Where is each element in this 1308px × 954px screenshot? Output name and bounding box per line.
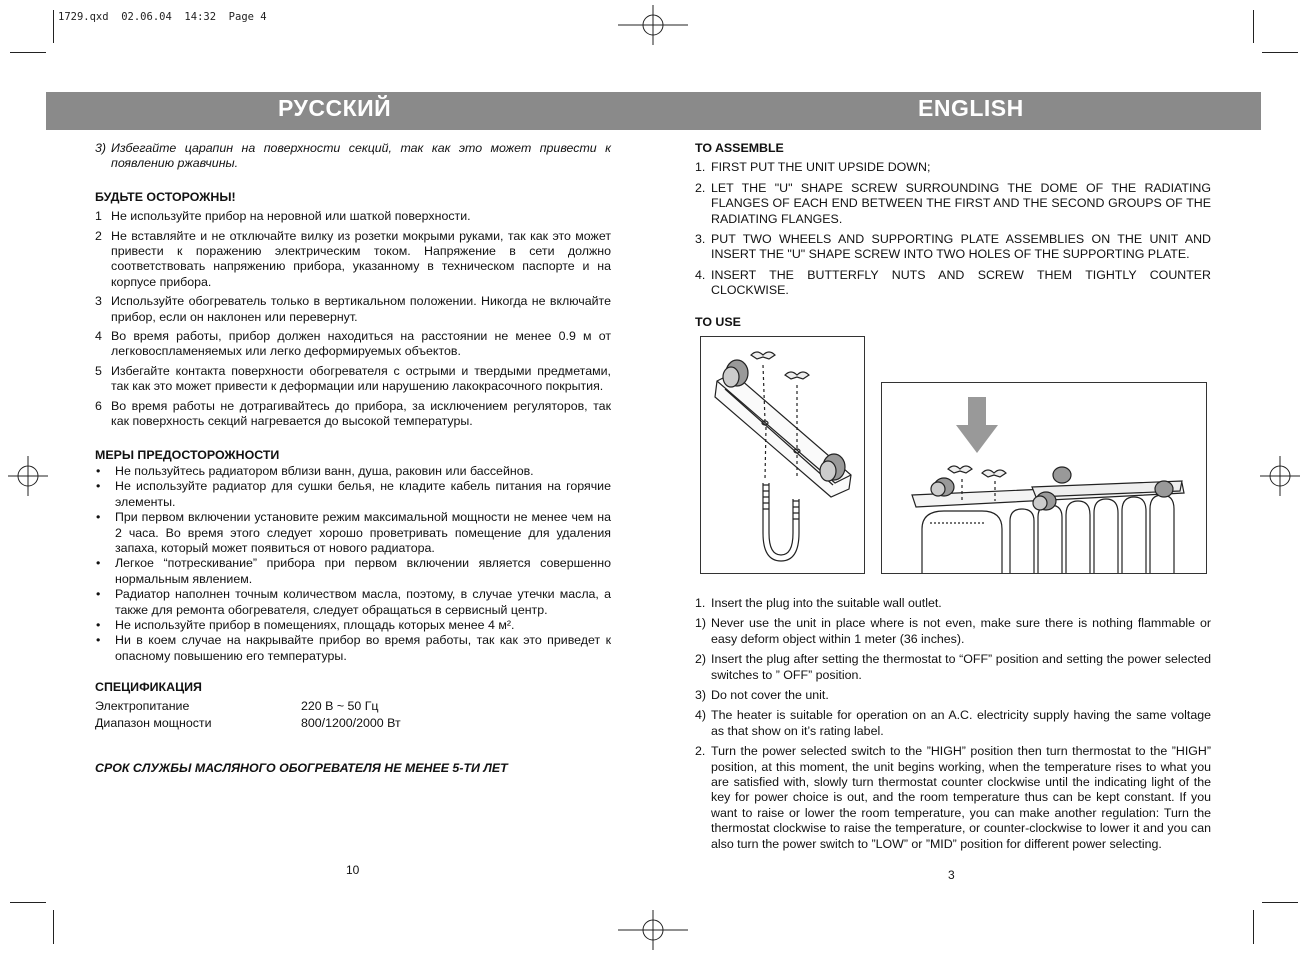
item-text: Избегайте контакта поверхности обогревателя с острыми и твердыми предметами, так как это может привести к деформации или нарушению лакокрасочного покрытия. [111,363,611,394]
item-number: 1) [695,616,707,631]
page-number-right: 3 [948,868,955,882]
item-number: 2 [95,228,102,243]
item-number: 4 [95,329,102,344]
item-number: 1. [695,596,706,610]
spec-heading: СПЕЦИФИКАЦИЯ [95,680,202,695]
use-item [695,744,1211,852]
precaution-item [95,479,611,510]
item-text: The heater is suitable for operation on an A.C. electricity supply having the same voltage as that show on it’s rating label. [711,708,1211,738]
item-text: Не используйте прибор на неровной или шаткой поверхности. [111,209,471,224]
precaution-item [95,587,611,618]
item-number: 1. [695,160,706,175]
item-text: Радиатор наполнен точным количеством масла, поэтому, в случае утечки масла, а также для ремонта обогревателя, следует обращаться в сервисный центр. [115,587,611,617]
spec-label: Диапазон мощности [95,715,212,730]
use-item [695,688,1211,703]
spec-label: Электропитание [95,698,190,713]
item-text: Insert the plug into the suitable wall outlet. [711,596,942,610]
caution-item [95,294,611,325]
use-item [695,596,1211,611]
assemble-heading: TO ASSEMBLE [695,141,784,155]
bullet-icon: • [96,617,101,632]
english-title: ENGLISH [918,95,1024,121]
file-slug: 1729.qxd 02.06.04 14:32 Page 4 [58,11,267,23]
item-text: Не пользуйтесь радиатором вблизи ванн, душа, раковин или бассейнов. [115,463,534,478]
precaution-item [95,556,611,587]
intro-item: 3) Избегайте царапин на поверхности секций, так как это может привести к появлению ржавчины. [95,141,611,171]
precaution-item [95,618,611,633]
spec-value: 220 В ~ 50 Гц [301,698,379,713]
item-text: LET THE "U" SHAPE SCREW SURROUNDING THE DOME OF THE RADIATING FLANGES OF EACH END BETWEEN THE FIRST AND THE SECOND GROUPS OF THE RADIATING FLANGES. [711,180,1211,226]
figure-plate-assembly [700,336,865,574]
item-text: Во время работы, прибор должен находиться на расстоянии не менее 0.9 м от легковоспламеняемых или легко деформируемых объектов. [111,329,611,359]
russian-column [95,141,611,776]
assemble-item [695,160,1211,175]
item-text: Во время работы не дотрагивайтесь до прибора, за исключением регуляторов, так как поверхность секций нагревается до высокой температуры. [111,398,611,429]
spec-value: 800/1200/2000 Вт [301,715,401,730]
item-number: 2. [695,180,706,195]
caution-item [95,329,611,360]
caution-heading: БУДЬТЕ ОСТОРОЖНЫ! [95,189,236,204]
use-list [695,596,1211,852]
item-number: 2) [695,652,707,667]
item-text: INSERT THE BUTTERFLY NUTS AND SCREW THEM TIGHTLY COUNTER CLOCKWISE. [711,267,1211,298]
assemble-item [695,181,1211,227]
item-text: Не используйте прибор в помещениях, площадь которых менее 4 м². [115,617,515,632]
item-text: Ни в коем случае на накрывайте прибор во время работы, так как это приведет к опасному повышению его температуры. [115,633,611,663]
item-text: FIRST PUT THE UNIT UPSIDE DOWN; [711,160,931,175]
item-text: Do not cover the unit. [711,688,829,703]
item-text: Never use the unit in place where is not even, make sure there is nothing flammable or easy deform object within 1 meter (36 inches). [711,616,1211,646]
item-text: Используйте обогреватель только в вертикальном положении. Никогда не включайте прибор, если он наклонен или перевернут. [111,294,611,324]
item-number: 1 [95,209,102,224]
precaution-item [95,464,611,479]
spec-row [95,699,611,716]
heater-assembly-drawing [882,383,1206,573]
precaution-item [95,510,611,556]
registration-mark-left [8,456,48,496]
use-item [695,708,1211,739]
header-band [46,92,1261,130]
item-number: 3 [95,294,102,309]
caution-item [95,364,611,395]
english-column [695,141,1211,330]
precautions-heading: МЕРЫ ПРЕДОСТОРОЖНОСТИ [95,447,280,462]
item-text: Turn the power selected switch to the ”HIGH” position then turn thermostat to the ”HIGH” position, at this moment, the unit begins working, when the temperature rises to what you are satisfied with, slowly turn thermostat counter clockwise until the indicating light of the key for power choice is out, and the room temperature thus can be kept constant. If you want to raise or lower the room temperature, you can make another regulation: Turn the thermostat clockwise to raise the temperature, or counter-clockwise to lower it and you can also turn the power switch to ”LOW” or ”MID” position for different power selecting. [711,744,1211,851]
item-number: 2. [695,744,706,759]
registration-mark-top [618,5,688,45]
registration-mark-bottom [618,910,688,950]
bullet-icon: • [96,463,101,478]
assemble-item [695,232,1211,263]
item-number: 3) [695,688,707,703]
plate-assembly-drawing [701,337,864,573]
spec-table [95,699,611,733]
russian-title: РУССКИЙ [278,95,392,121]
item-text: PUT TWO WHEELS AND SUPPORTING PLATE ASSEMBLIES ON THE UNIT AND INSERT THE "U" SHAPE SCREW INTO TWO HOLES OF THE SUPPORTING PLATE. [711,232,1211,262]
item-number: 6 [95,398,102,413]
item-text: Не вставляйте и не отключайте вилку из розетки мокрыми руками, так как это может привести к поражению электрическим током. Напряжение в сети должно соответствовать напряжению прибора, указанному в техническом паспорте и на корпусе прибора. [111,228,611,289]
item-number: 5 [95,363,102,378]
item-text: При первом включении установите режим максимальной мощности не менее чем на 2 часа. Во время этого следует хорошо проветривать помещение для удаления запаха, который может появиться от нового радиатора. [115,510,611,555]
item-text: Не используйте радиатор для сушки белья, не кладите кабель питания на горячие элементы. [115,479,611,509]
item-text: Легкое “потрескивание” прибора при первом включении является совершенно нормальным явлением. [115,556,611,586]
item-number: 3. [695,232,706,247]
bullet-icon: • [96,633,101,648]
caution-item [95,399,611,430]
use-list-column [695,596,1211,857]
item-text: Insert the plug after setting the thermostat to “OFF” position and setting the power selected switches to ” OFF” position. [711,652,1211,682]
precaution-item [95,633,611,664]
assemble-item [695,268,1211,299]
bullet-icon: • [96,479,101,494]
use-item [695,652,1211,683]
service-life: СРОК СЛУЖБЫ МАСЛЯНОГО ОБОГРЕВАТЕЛЯ НЕ МЕНЕЕ 5-ТИ ЛЕТ [95,760,508,775]
use-heading: TO USE [695,314,741,329]
page-number-left: 10 [346,863,360,877]
caution-item [95,229,611,291]
bullet-icon: • [96,556,101,571]
precaution-list [95,464,611,664]
bullet-icon: • [96,587,101,602]
caution-item [95,209,611,224]
spec-row [95,716,611,733]
caution-list [95,209,611,429]
item-number: 4. [695,267,706,282]
bullet-icon: • [96,510,101,525]
use-item [695,616,1211,647]
figure-heater-assembly [881,382,1207,574]
item-number: 4) [695,708,707,723]
registration-mark-right [1260,456,1300,496]
assemble-list [695,160,1211,298]
